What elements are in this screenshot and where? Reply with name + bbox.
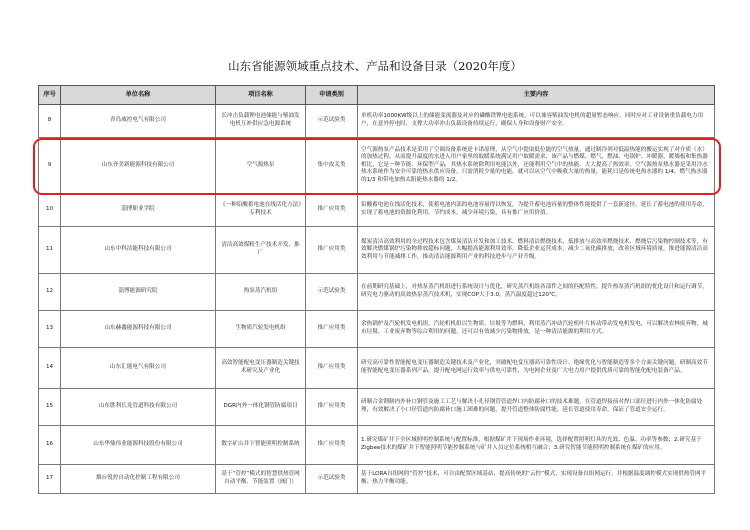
header-category: 申请类别	[306, 86, 358, 105]
table-row	[39, 348, 715, 389]
row-index: 12	[39, 274, 61, 311]
row-unit: 山东赫鑫能源科技有限公司	[61, 311, 216, 348]
table-row	[39, 426, 715, 465]
row-content: 单机功率1000KW级以上的储能变流器及对应的磷酸铁锂电池系统，可以兼容柴油发电机的超量暂态响应，同时应对工业设备重负载电力用户，在意外停电时，支撑大功率冲击负载设备持续运行，确保人身和设备财产安全。	[358, 105, 715, 138]
row-project: 数字矿山井下智能照明控制系统	[216, 426, 306, 465]
row-project: 基于“管控”模式的智慧供热管网自动平衡、节能装置（阀门）	[216, 465, 306, 494]
row-project: 空气源热泵	[216, 138, 306, 194]
row-index: 10	[39, 194, 61, 227]
header-project: 项目名称	[216, 86, 306, 105]
row-category: 推广应用类	[306, 348, 358, 389]
row-category: 集中攻关类	[306, 138, 358, 194]
row-index: 11	[39, 227, 61, 274]
row-content: 研制合金钢制内外补口钢管及施工工艺与解决小孔径钢管管道焊口内防腐补口的技术难题，在管道焊接前对焊口部位进行内外一体化防腐处理，有效解决了小口径管道内防腐补口施工困难的问题，提升管道整体防腐性能，延长管道使用寿命，保证了管道安全运行。	[358, 389, 715, 426]
row-content: 研究高可靠性智能配电变压器制造关键技术及产业化，突破配电变压器高可靠性设计、绝缘优化与智能制造等多个方面关键问题，研制高效节能智能配电变压器系列产品，提升配电网运行效率与供电可靠性，为电网企业及广大电力用户提供优质可靠的智能化配电装备产品。	[358, 348, 715, 389]
row-category: 推广应用类	[306, 194, 358, 227]
row-unit: 山东胜利长龙管道科技有限公司	[61, 389, 216, 426]
header-unit: 单位名称	[61, 86, 216, 105]
row-unit: 淄博职业学院	[61, 194, 216, 227]
row-content: 基于LORA自组网的“管控”技术，可自由配置区域基站，提高传统的“云控”模式，实现设备自组网运行，并根据温度调控模式实现供热管网平衡、热力平衡功能。	[358, 465, 715, 494]
table-row	[39, 389, 715, 426]
row-unit: 淄博能源研究院	[61, 274, 216, 311]
row-unit: 青岛威控电气有限公司	[61, 105, 216, 138]
row-index: 14	[39, 348, 61, 389]
row-content: 空气源热泵产品技术是采用了空调设备系统逆卡诺原理，从空气中提取低位能的空气热量，通过制冷剂对低温热能的搬运实现了对介质（水）的加热过程，从而提升温度的水进入用户家里的取暖系统满足用户取暖需求，该产品与燃煤、燃气、燃油、电锅炉、冲暖器、暖墙板和集热器相比，它是一种节能、环保型产品，其热水系统除利用电能以外，还能利用空气中的热能，大大提高了热效率。空气源热泵热水器是采用冷水热水系统作为安全可靠的热水供应设备，只需消耗少量的电能，就可以从空气中吸收大量的热量，能耗只是传统电热水器的 1/4、燃气热水器的1/3 和带电加热太阳能热水器的 1/2。	[358, 138, 715, 194]
row-content: 铅酸蓄电池在线活化技术，使蓄电池内部的电池容量得以恢复，为提升蓄电池容量的整体性能提供了一套新途径，延长了蓄电池的使用寿命，实现了蓄电池的资源化利用，节约成本，减少环境污染，具有推广应用价值。	[358, 194, 715, 227]
row-category: 推广应用类	[306, 311, 358, 348]
row-content: 余热锅炉及汽轮机发电机组，汽轮机机组以生物质、垃圾等为燃料，利用蒸汽冲动汽轮机叶片转动带动发电机发电，可以解决农林废弃物、城市垃圾、工业废弃物等综合利用的问题，还可以有效减少污染物排放，是一种清洁能源的利用方式。	[358, 311, 715, 348]
header-content: 主要内容	[358, 86, 715, 105]
row-category: 示范试验类	[306, 105, 358, 138]
row-category: 推广应用类	[306, 389, 358, 426]
row-unit: 山东中科洁能科技有限公司	[61, 227, 216, 274]
row-content: 1.研究煤矿井下全区域照明控制系统与配置标准，根据煤矿井下现场作业环境，选择配置照明灯具的光效、色温、功率等参数；2.研究基于Zigbee技术的煤矿井下智能照明节能控制系统与矿井人员定位系统相互融合；3.研究智能节能照明控制系统在煤矿的应用。	[358, 426, 715, 465]
row-index: 13	[39, 311, 61, 348]
row-project: 长冲击负载锂电池储能与柴油发电机互补供应急电源系统	[216, 105, 306, 138]
table-row	[39, 465, 715, 494]
row-category: 示范试验类	[306, 465, 358, 494]
row-content: 煤炭清洁高效利用的全过程技术包含煤炭清洁开发和加工技术、燃料清洁燃烧技术、低排放与高效率燃烧技术、燃烧后污染物控制技术等，有效解决燃煤锅炉污染物排放超标问题，大幅提高能源利用效率，降低企业运营成本，减少二氧化碳排放，改善区域环境质量，推进能源清洁高效利用与节能减排工作，推动清洁能源利用产业的科技进步与产业升级。	[358, 227, 715, 274]
document-title: 山东省能源领域重点技术、产品和设备目录（2020年度）	[228, 59, 522, 73]
row-index: 15	[39, 389, 61, 426]
row-project: 高效智能配电变压器制造关键技术研究及产业化	[216, 348, 306, 389]
row-index: 16	[39, 426, 61, 465]
table-header-row	[39, 86, 715, 105]
row-project: DGR内外一体化钢管防腐项目	[216, 389, 306, 426]
table-row	[39, 105, 715, 138]
row-index: 8	[39, 105, 61, 138]
header-index: 序号	[39, 86, 61, 105]
row-unit: 山东齐美新能源科技有限公司	[61, 138, 216, 194]
row-unit: 烟台锐控自动化控制工程有限公司	[61, 465, 216, 494]
row-project: 《一种铅酸蓄电池在线活化方法》专利技术	[216, 194, 306, 227]
row-category: 推广应用类	[306, 227, 358, 274]
row-index: 17	[39, 465, 61, 494]
table-row	[39, 311, 715, 348]
row-content: 在前期研究基础上，对热泵蒸汽机组进行系统设计与优化，研究蒸汽机组各部件之间的匹配特性，提升热泵蒸汽机组的优化设计和运行调节，研究电力驱动的高效热泵蒸汽技术机，实现COP大于3.0，蒸汽温度超过120℃。	[358, 274, 715, 311]
row-highlight-box	[33, 138, 721, 195]
row-index: 9	[39, 138, 61, 194]
table-row	[39, 274, 715, 311]
table-row	[39, 227, 715, 274]
table-row	[39, 194, 715, 227]
row-project: 清洁高效煤粉生产技术开发、推广	[216, 227, 306, 274]
row-project: 生物质汽轮发电机组	[216, 311, 306, 348]
row-unit: 山东华鼎伟业能源科技股份有限公司	[61, 426, 216, 465]
row-category: 示范试验类	[306, 274, 358, 311]
row-category: 推广应用类	[306, 426, 358, 465]
row-project: 热泵蒸汽机组	[216, 274, 306, 311]
row-unit: 山东汇能电气有限公司	[61, 348, 216, 389]
